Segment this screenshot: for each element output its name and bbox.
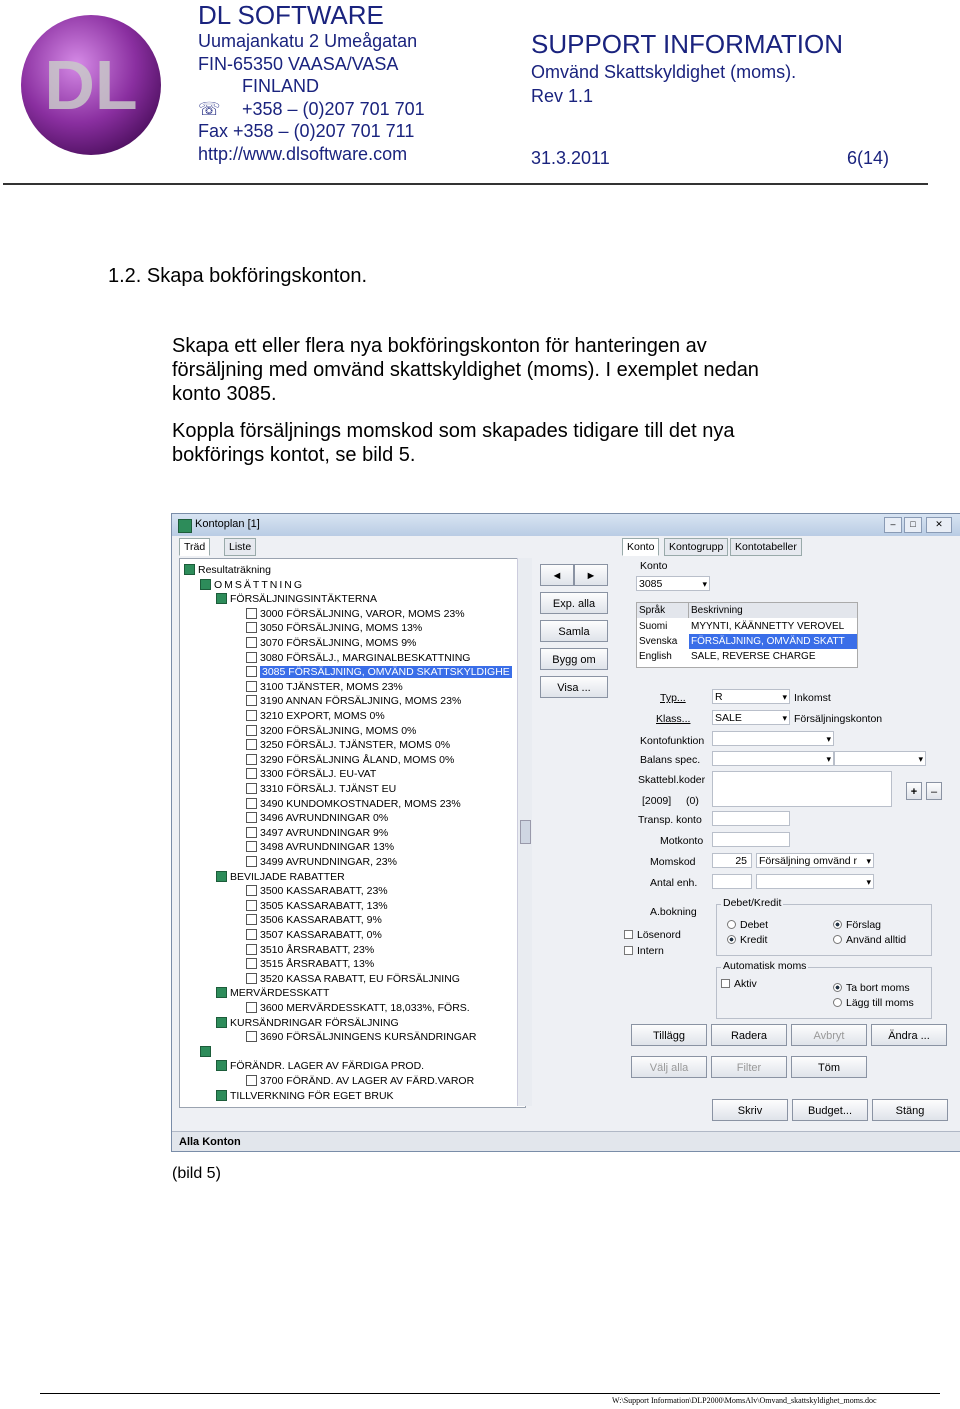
tree-item-label: 3200 FÖRSÄLJNING, MOMS 0% — [260, 724, 417, 737]
tree-item[interactable] — [246, 1030, 476, 1044]
anvand-radio[interactable] — [833, 934, 906, 946]
tree-item[interactable] — [216, 870, 345, 884]
tree-item-label: 3000 FÖRSÄLJNING, VAROR, MOMS 23% — [260, 607, 465, 620]
tree-item-label: 3050 FÖRSÄLJNING, MOMS 13% — [260, 622, 423, 635]
debet-kredit-title: Debet/Kredit — [723, 897, 782, 909]
print-button[interactable]: Skriv — [712, 1099, 788, 1121]
tree-item-label: 3070 FÖRSÄLJNING, MOMS 9% — [260, 637, 417, 649]
kredit-label: Kredit — [740, 934, 768, 946]
tree-item-label: 3500 KASSARABATT, 23% — [260, 885, 388, 898]
doc-subject: Omvänd Skattskyldighet (moms). — [531, 62, 797, 82]
scroll-thumb[interactable] — [520, 820, 531, 844]
document-icon — [246, 725, 257, 736]
company-logo — [20, 14, 162, 156]
kredit-radio[interactable] — [727, 934, 767, 946]
motkonto-label: Motkonto — [660, 835, 704, 847]
tree-item[interactable] — [246, 1074, 474, 1088]
tab-konto[interactable]: Konto — [622, 538, 659, 556]
kontofunktion-select[interactable] — [712, 731, 834, 746]
maximize-button[interactable]: □ — [904, 517, 922, 533]
tree-item[interactable] — [246, 738, 450, 752]
lagg-till-label: Lägg till moms — [846, 997, 914, 1009]
tree-item-label: FÖRSÄLJNINGSINTÄKTERNA — [230, 593, 378, 606]
lagg-till-radio[interactable] — [833, 997, 914, 1009]
losenord-checkbox[interactable] — [624, 929, 681, 941]
document-icon — [246, 739, 257, 750]
document-icon — [246, 798, 257, 809]
tree-item-label: 3505 KASSARABATT, 13% — [260, 899, 388, 912]
tree-item-label: TILLVERKNING FÖR EGET BRUK — [230, 1089, 394, 1102]
tree-item-label: 3085 FÖRSÄLJNING, OMVÄND SKATTSKYLDIGHE — [262, 666, 510, 679]
window-title: Kontoplan [1] — [195, 518, 260, 530]
tree-item-label: 3690 FÖRSÄLJNINGENS KURSÄNDRINGAR — [260, 1031, 477, 1044]
losenord-label: Lösenord — [637, 929, 681, 941]
document-icon — [246, 841, 257, 852]
klass-description: Försäljningskonton — [794, 713, 883, 725]
minimize-button[interactable]: – — [884, 517, 902, 533]
tree-item[interactable] — [246, 709, 385, 723]
tree-item[interactable] — [216, 986, 329, 1000]
document-icon — [246, 768, 257, 779]
language-grid[interactable] — [636, 602, 858, 668]
cancel-button[interactable]: Avbryt — [791, 1024, 867, 1046]
document-icon — [246, 754, 257, 765]
transp-label: Transp. konto — [638, 814, 702, 826]
tree-item-label: 3100 TJÄNSTER, MOMS 23% — [260, 680, 403, 693]
tree-item-label: 3515 ÅRSRABATT, 13% — [260, 958, 375, 971]
motkonto-field[interactable] — [712, 832, 790, 847]
tree-item[interactable] — [246, 724, 416, 738]
document-icon — [246, 827, 257, 838]
kontofunktion-label: Kontofunktion — [640, 735, 705, 747]
paragraph-1: Skapa ett eller flera nya bokföringskonton för hanteringen av försäljning med omvänd skattskyldighet (moms). I exemplet nedan konto 3085. — [172, 335, 759, 405]
document-icon — [246, 856, 257, 867]
document-icon — [246, 695, 257, 706]
ta-bort-label: Ta bort moms — [846, 982, 910, 994]
transp-field[interactable] — [712, 811, 790, 826]
debet-kredit-group — [716, 897, 932, 956]
antal-select[interactable] — [756, 874, 874, 889]
book-icon — [216, 1017, 227, 1028]
book-icon — [200, 579, 211, 590]
document-icon — [246, 1075, 257, 1086]
intern-checkbox[interactable] — [624, 945, 664, 957]
tree-item[interactable] — [200, 1045, 214, 1059]
image-caption: (bild 5) — [172, 1165, 221, 1182]
select-all-button[interactable]: Välj alla — [631, 1056, 707, 1078]
tree-item-label: FÖRÄNDR. LAGER AV FÄRDIGA PROD. — [230, 1060, 425, 1073]
document-icon — [246, 900, 257, 911]
document-icon — [246, 710, 257, 721]
grid-row-lang[interactable]: Svenska — [639, 636, 678, 647]
window-app-icon — [178, 519, 192, 533]
book-icon — [216, 987, 227, 998]
document-icon — [246, 914, 257, 925]
abokning-label: A.bokning — [650, 906, 697, 918]
antal-label: Antal enh. — [650, 877, 698, 889]
balans-select-2[interactable] — [834, 751, 926, 766]
tree-item-label: OMSÄTTNING — [214, 578, 304, 591]
antal-field[interactable] — [712, 874, 752, 889]
doc-date: 31.3.2011 — [531, 148, 610, 168]
document-icon — [246, 652, 257, 663]
grid-row-desc-selected[interactable]: FÖRSÄLJNING, OMVÄND SKATT — [689, 634, 857, 649]
debet-radio[interactable] — [727, 919, 768, 931]
tree-item-label: 3080 FÖRSÄLJ., MARGINALBESKATTNING — [260, 651, 471, 664]
book-icon — [216, 871, 227, 882]
balans-label: Balans spec. — [640, 754, 701, 766]
close-dialog-button[interactable]: Stäng — [872, 1099, 948, 1121]
ta-bort-radio[interactable] — [833, 982, 910, 994]
book-icon — [216, 593, 227, 604]
page-number: 6(14) — [847, 148, 890, 168]
intern-label: Intern — [637, 945, 664, 957]
tree-item-label: 3700 FÖRÄND. AV LAGER AV FÄRD.VAROR — [260, 1075, 475, 1087]
auto-moms-group — [716, 960, 932, 1019]
book-icon — [216, 1090, 227, 1101]
address-line-2: FIN-65350 VAASA/VASA — [198, 53, 399, 74]
book-icon — [216, 1060, 227, 1071]
klass-label[interactable]: Klass... — [656, 713, 691, 725]
prev-button[interactable]: ◄ — [540, 564, 574, 586]
skattebl-field[interactable] — [712, 771, 892, 807]
document-icon — [246, 622, 257, 633]
dl-logo-icon — [20, 14, 162, 156]
tree-item-label: 3290 FÖRSÄLJNING ÅLAND, MOMS 0% — [260, 753, 455, 766]
document-icon — [246, 783, 257, 794]
momskod-field[interactable]: 25 — [712, 853, 752, 868]
phone-icon: ☏ — [198, 98, 221, 119]
tree-item[interactable] — [246, 636, 416, 650]
typ-select[interactable]: R ▾ — [712, 689, 790, 704]
grid-row-lang[interactable]: English — [639, 651, 672, 662]
grid-header-description: Beskrivning — [689, 603, 857, 618]
tree-item[interactable] — [246, 651, 470, 665]
close-button[interactable]: ✕ — [926, 517, 952, 533]
momskod-select[interactable]: Försäljning omvänd r ▾ — [756, 853, 874, 868]
address-country: FINLAND — [242, 76, 320, 97]
tree-item-label: KURSÄNDRINGAR FÖRSÄLJNING — [230, 1016, 399, 1029]
tab-liste[interactable]: Liste — [224, 538, 256, 556]
rebuild-button[interactable]: Bygg om — [540, 648, 608, 670]
auto-moms-title: Automatisk moms — [723, 960, 807, 972]
forslag-label: Förslag — [846, 919, 882, 931]
tree-item[interactable] — [246, 680, 403, 694]
tree-item-label: Resultaträkning — [198, 564, 271, 576]
tree-item[interactable] — [246, 665, 512, 679]
book-icon — [184, 564, 195, 575]
tab-trad[interactable]: Träd — [179, 538, 210, 556]
document-icon — [246, 1002, 257, 1013]
account-tree[interactable] — [179, 558, 526, 1108]
collapse-button[interactable]: Samla — [540, 620, 608, 642]
tree-item[interactable] — [246, 694, 461, 708]
tree-item[interactable] — [246, 943, 374, 957]
remove-tax-row-button[interactable]: – — [926, 782, 942, 800]
document-icon — [246, 637, 257, 648]
book-icon — [200, 1046, 211, 1057]
change-button[interactable]: Ändra ... — [871, 1024, 947, 1046]
document-icon — [246, 958, 257, 969]
tree-item-label: 3499 AVRUNDNINGAR, 23% — [260, 856, 397, 868]
tree-item[interactable] — [246, 913, 382, 927]
document-icon — [246, 666, 257, 677]
tree-item[interactable] — [246, 753, 454, 767]
tree-item-label: 3496 AVRUNDNINGAR 0% — [260, 812, 389, 825]
tree-item[interactable] — [246, 928, 382, 942]
debet-label: Debet — [740, 919, 769, 931]
address-line-1: Uumajankatu 2 Umeågatan — [198, 31, 418, 51]
tree-item-label: 3520 KASSA RABATT, EU FÖRSÄLJNING — [260, 972, 460, 985]
tree-item[interactable] — [246, 797, 461, 811]
doc-revision: Rev 1.1 — [531, 86, 594, 106]
tree-item-label: 3510 ÅRSRABATT, 23% — [260, 943, 375, 956]
svg-text:DL: DL — [44, 46, 138, 124]
next-button[interactable]: ► — [574, 564, 608, 586]
tree-item[interactable] — [246, 782, 396, 796]
add-tax-row-button[interactable]: + — [906, 782, 922, 800]
tree-item[interactable] — [216, 592, 377, 606]
clear-button[interactable]: Töm — [791, 1056, 867, 1078]
fax-line: Fax +358 – (0)207 701 711 — [198, 121, 415, 142]
tree-item-label: 3506 KASSARABATT, 9% — [260, 914, 382, 927]
tree-item-label: 3300 FÖRSÄLJ. EU-VAT — [260, 768, 377, 781]
tree-item-label: 3498 AVRUNDNINGAR 13% — [260, 841, 395, 854]
tree-item[interactable] — [246, 899, 388, 913]
document-icon — [246, 812, 257, 823]
company-name: DL SOFTWARE — [198, 0, 384, 30]
delete-button[interactable]: Radera — [711, 1024, 787, 1046]
konto-label: Konto — [640, 560, 668, 572]
budget-button[interactable]: Budget... — [792, 1099, 868, 1121]
tree-item[interactable] — [184, 563, 271, 577]
skattebl-label: Skattebl.koder — [638, 774, 706, 786]
tree-scrollbar[interactable] — [517, 558, 532, 1106]
document-icon — [246, 608, 257, 619]
tree-item[interactable] — [246, 621, 422, 635]
year-value: (0) — [686, 795, 699, 807]
footer-path: W:\Support Information\DLP2000\MomsAlv\Omvand_skattskyldighet_moms.doc — [612, 1396, 877, 1405]
tree-item[interactable] — [246, 607, 465, 621]
grid-header-language: Språk — [637, 603, 689, 618]
paragraph-2: Koppla försäljnings momskod som skapades tidigare till det nya bokförings kontot, se bild 5. — [172, 420, 735, 466]
tree-item[interactable] — [246, 826, 388, 840]
tree-item[interactable] — [246, 972, 460, 986]
grid-row-desc[interactable]: MYYNTI, KÄÄNNETTY VEROVEL — [691, 621, 845, 632]
tree-item[interactable] — [246, 840, 394, 854]
konto-select[interactable]: 3085 ▾ — [636, 576, 710, 591]
tree-item[interactable] — [246, 767, 376, 781]
year-label: [2009] — [642, 795, 672, 807]
tree-item-label: 3497 AVRUNDNINGAR 9% — [260, 826, 389, 839]
forslag-radio[interactable] — [833, 919, 881, 931]
support-title: SUPPORT INFORMATION — [531, 29, 844, 59]
document-icon — [246, 885, 257, 896]
tree-item[interactable] — [216, 1059, 424, 1073]
tree-item-label: 3210 EXPORT, MOMS 0% — [260, 710, 385, 722]
kontoplan-window — [171, 513, 960, 1152]
tree-item-label: 3250 FÖRSÄLJ. TJÄNSTER, MOMS 0% — [260, 739, 451, 752]
balans-select[interactable] — [712, 751, 834, 766]
tree-item-label: BEVILJADE RABATTER — [230, 870, 345, 883]
anvand-label: Använd alltid — [846, 934, 907, 946]
typ-description: Inkomst — [794, 692, 831, 704]
document-icon — [246, 929, 257, 940]
tree-item[interactable] — [216, 1016, 399, 1030]
document-icon — [246, 944, 257, 955]
expand-all-button[interactable]: Exp. alla — [540, 592, 608, 614]
support-header — [531, 30, 843, 108]
show-button[interactable]: Visa ... — [540, 676, 608, 698]
section-heading: 1.2. Skapa bokföringskonton. — [108, 265, 368, 287]
tree-item-label: 3507 KASSARABATT, 0% — [260, 929, 382, 941]
tree-item[interactable] — [246, 855, 397, 869]
momskod-label: Momskod — [650, 856, 696, 868]
add-button[interactable]: Tillägg — [631, 1024, 707, 1046]
grid-row-lang[interactable]: Suomi — [639, 621, 668, 632]
tree-item-label: 3490 KUNDOMKOSTNADER, MOMS 23% — [260, 797, 461, 810]
tree-item-label: 3600 MERVÄRDESSKATT, 18,033%, FÖRS. — [260, 1002, 470, 1014]
filter-button[interactable]: Filter — [711, 1056, 787, 1078]
phone-line — [198, 98, 425, 121]
tab-kontotabeller[interactable]: Kontotabeller — [730, 538, 802, 556]
document-icon — [246, 1031, 257, 1042]
header-divider — [3, 183, 928, 185]
grid-row-desc[interactable]: SALE, REVERSE CHARGE — [691, 651, 816, 662]
document-icon — [246, 681, 257, 692]
tree-item[interactable] — [246, 884, 388, 898]
aktiv-label: Aktiv — [734, 978, 757, 990]
typ-label[interactable]: Typ... — [660, 692, 686, 704]
document-icon — [246, 973, 257, 984]
tree-item[interactable] — [246, 1001, 470, 1015]
company-address — [198, 0, 425, 166]
aktiv-checkbox[interactable] — [721, 978, 757, 990]
klass-select[interactable]: SALE ▾ — [712, 710, 790, 725]
tree-item-label: 3310 FÖRSÄLJ. TJÄNST EU — [260, 783, 397, 795]
tab-kontogrupp[interactable]: Kontogrupp — [664, 538, 728, 556]
tree-item-label: MERVÄRDESSKATT — [230, 987, 330, 1000]
tree-item[interactable] — [246, 811, 388, 825]
status-bar: Alla Konton — [172, 1131, 960, 1151]
window-titlebar — [172, 514, 960, 536]
tree-item[interactable] — [216, 1089, 394, 1103]
tree-item[interactable] — [200, 578, 304, 592]
footer-divider — [40, 1393, 940, 1394]
tree-item-label: 3190 ANNAN FÖRSÄLJNING, MOMS 23% — [260, 695, 462, 708]
website-link[interactable]: http://www.dlsoftware.com — [198, 143, 408, 164]
tree-item[interactable] — [246, 957, 374, 971]
phone-number: +358 – (0)207 701 701 — [242, 98, 425, 119]
